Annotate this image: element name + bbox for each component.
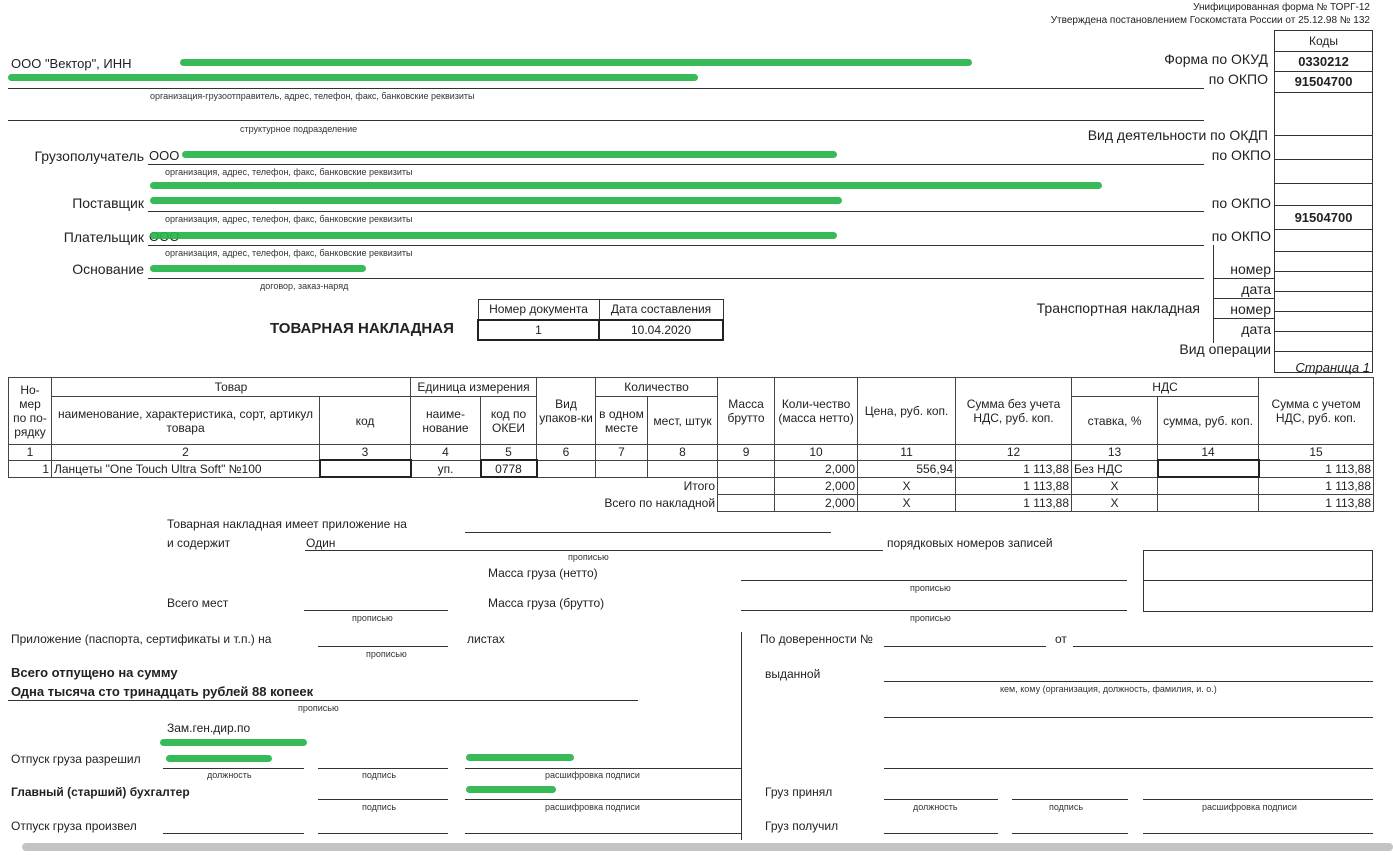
h-goods-name: наименование, характеристика, сорт, артикул товара [52,397,320,445]
h-vat-sum: сумма, руб. коп. [1158,397,1259,445]
redaction-mark [180,59,972,66]
h-sum-vat: Сумма с учетом НДС, руб. коп. [1259,378,1374,445]
row-num: 1 [9,460,52,477]
row-unit: уп. [411,460,481,477]
basis-label: Основание [72,261,144,277]
form-approval: Утверждена постановлением Госкомстата России от 25.12.98 № 132 [1050,15,1370,26]
consignee-label: Грузополучатель [34,148,144,164]
column-number: 12 [956,445,1072,461]
accepted-decode-caption: расшифровка подписи [1202,802,1297,812]
subdivision-caption: структурное подразделение [240,124,358,134]
redaction-mark [150,182,1102,189]
redaction-mark [150,232,837,239]
row-price: 556,94 [858,460,956,477]
basis-caption: договор, заказ-наряд [260,281,349,291]
redaction-mark [166,755,272,762]
payer-okpo-label: по ОКПО [1211,228,1271,244]
row-sum: 1 113,88 [956,460,1072,477]
mass-box [1143,550,1373,612]
codes-header: Коды [1275,31,1372,52]
proxy-from-label: от [1055,632,1067,646]
h-okei: код по ОКЕИ [481,397,537,445]
document-title: ТОВАРНАЯ НАКЛАДНАЯ [270,320,454,337]
h-vat: НДС [1072,378,1259,397]
redaction-mark [8,74,698,81]
row-total: 1 113,88 [1259,460,1374,477]
column-number: 8 [648,445,718,461]
supplier-caption: организация, адрес, телефон, факс, банковские реквизиты [165,214,413,224]
released-sum-label: Всего отпущено на сумму [11,665,178,680]
redaction-mark [150,265,366,272]
appendix-caption: прописью [366,649,407,659]
issued-caption: кем, кому (организация, должность, фамилия, и. о.) [1000,684,1217,694]
contains-label: и содержит [167,536,231,550]
consignee-caption: организация, адрес, телефон, факс, банковские реквизиты [165,167,413,177]
row-qty: 2,000 [775,460,858,477]
basis-date-label: дата [1241,281,1271,297]
payer-caption: организация, адрес, телефон, факс, банковские реквизиты [165,248,413,258]
column-number: 5 [481,445,537,461]
doc-num-header: Номер документа [478,300,599,320]
doc-number: 1 [478,320,599,340]
received-label: Груз получил [765,819,839,833]
h-price: Цена, руб. коп. [858,378,956,445]
gross-mass-label: Масса груза (брутто) [488,596,605,610]
column-number: 11 [858,445,956,461]
h-pack: Вид упаков-ки [537,378,596,445]
itogo-label: Итого [683,479,716,493]
produced-label: Отпуск груза произвел [11,819,137,833]
redaction-mark [160,739,307,746]
net-mass-label: Масса груза (нетто) [488,566,598,580]
row-okei: 0778 [481,460,537,477]
consignee-okpo-label: по ОКПО [1211,147,1271,163]
gross-mass-caption: прописью [910,613,951,623]
horizontal-scrollbar[interactable] [22,843,1393,851]
h-qty-net: Коли-чество (масса нетто) [775,378,858,445]
records-label: порядковых номеров записей [887,536,1053,550]
okpo-label: по ОКПО [1208,71,1268,87]
column-number: 13 [1072,445,1158,461]
accountant-decode-caption: расшифровка подписи [545,802,640,812]
page-number: Страница 1 [1295,360,1370,375]
column-number: 4 [411,445,481,461]
h-in-place: в одном месте [596,397,648,445]
itogo-price: X [858,477,956,494]
places-caption: прописью [352,613,393,623]
sheets-label: листах [467,632,505,646]
h-places: мест, штук [648,397,718,445]
itogo-qty: 2,000 [775,477,858,494]
h-unit: Единица измерения [411,378,537,397]
vsego-row [9,494,1374,511]
transport-date-label: дата [1241,321,1271,337]
consignee-text: ООО [149,148,180,163]
okud-label: Форма по ОКУД [1164,51,1268,67]
h-sum-no-vat: Сумма без учета НДС, руб. коп. [956,378,1072,445]
vsego-sum: 1 113,88 [956,494,1072,511]
payer-label: Плательщик [63,229,144,245]
form-name: Унифицированная форма № ТОРГ-12 [1193,2,1370,13]
contains-caption: прописью [568,552,609,562]
appendix-label: Приложение (паспорта, сертификаты и т.п.) на [11,632,272,646]
itogo-rate: X [1072,477,1158,494]
redaction-mark [466,754,574,761]
accountant-signature-caption: подпись [362,802,397,812]
accountant-label: Главный (старший) бухгалтер [11,785,190,799]
goods-table [8,377,1374,512]
proxy-label: По доверенности № [760,632,873,646]
allowed-position-caption: должность [207,770,252,780]
itogo-total: 1 113,88 [1259,477,1374,494]
vsego-total: 1 113,88 [1259,494,1374,511]
position-value: Зам.ген.дир.по [167,721,251,735]
column-number: 7 [596,445,648,461]
supplier-okpo-label: по ОКПО [1211,195,1271,211]
h-num: Но-мер по по-рядку [9,378,52,445]
released-sum-words: Одна тысяча сто тринадцать рублей 88 копеек [11,684,314,699]
codes-box [1274,30,1373,373]
redaction-mark [466,786,556,793]
column-number: 15 [1259,445,1374,461]
shipper-text: ООО "Вектор", ИНН [11,56,132,71]
vsego-price: X [858,494,956,511]
vsego-rate: X [1072,494,1158,511]
accepted-signature-caption: подпись [1049,802,1084,812]
doc-date: 10.04.2020 [599,320,723,340]
shipper-caption: организация-грузоотправитель, адрес, телефон, факс, банковские реквизиты [150,91,475,101]
transport-number-label: номер [1230,301,1271,317]
allowed-label: Отпуск груза разрешил [11,752,141,766]
vsego-label: Всего по накладной [604,495,716,510]
table-row [9,460,1374,477]
redaction-mark [182,151,837,158]
h-gross: Масса брутто [718,378,775,445]
itogo-row [9,477,1374,494]
vsego-qty: 2,000 [775,494,858,511]
basis-number-label: номер [1230,261,1271,277]
column-number: 9 [718,445,775,461]
allowed-decode-caption: расшифровка подписи [545,770,640,780]
accepted-position-caption: должность [913,802,958,812]
net-mass-caption: прописью [910,583,951,593]
activity-label: Вид деятельности по ОКДП [1087,127,1268,143]
column-number: 14 [1158,445,1259,461]
row-rate: Без НДС [1072,460,1158,477]
column-number: 3 [320,445,411,461]
h-unit-name: наиме-нование [411,397,481,445]
itogo-sum: 1 113,88 [956,477,1072,494]
supplier-label: Поставщик [72,195,144,211]
column-number: 10 [775,445,858,461]
column-number: 1 [9,445,52,461]
released-sum-caption: прописью [298,703,339,713]
column-number: 6 [537,445,596,461]
h-code: код [320,397,411,445]
okpo-code: 91504700 [1275,72,1372,93]
operation-label: Вид операции [1179,341,1271,357]
issued-label: выданной [765,667,821,681]
document-number-box [477,299,724,341]
column-numbers-row [9,445,1374,461]
redaction-mark [150,197,842,204]
column-number: 2 [52,445,320,461]
attach-label: Товарная накладная имеет приложение на [167,517,407,531]
transport-label: Транспортная накладная [1036,300,1200,316]
row-code [320,460,411,477]
contains-value: Один [306,536,336,550]
row-name: Ланцеты "One Touch Ultra Soft" №100 [52,460,320,477]
doc-date-header: Дата составления [599,300,723,320]
h-rate: ставка, % [1072,397,1158,445]
h-goods: Товар [52,378,411,397]
allowed-signature-caption: подпись [362,770,397,780]
accepted-label: Груз принял [765,785,833,799]
supplier-okpo-code: 91504700 [1275,206,1372,230]
h-qty: Количество [596,378,718,397]
okud-code: 0330212 [1275,52,1372,73]
places-label: Всего мест [167,596,229,610]
